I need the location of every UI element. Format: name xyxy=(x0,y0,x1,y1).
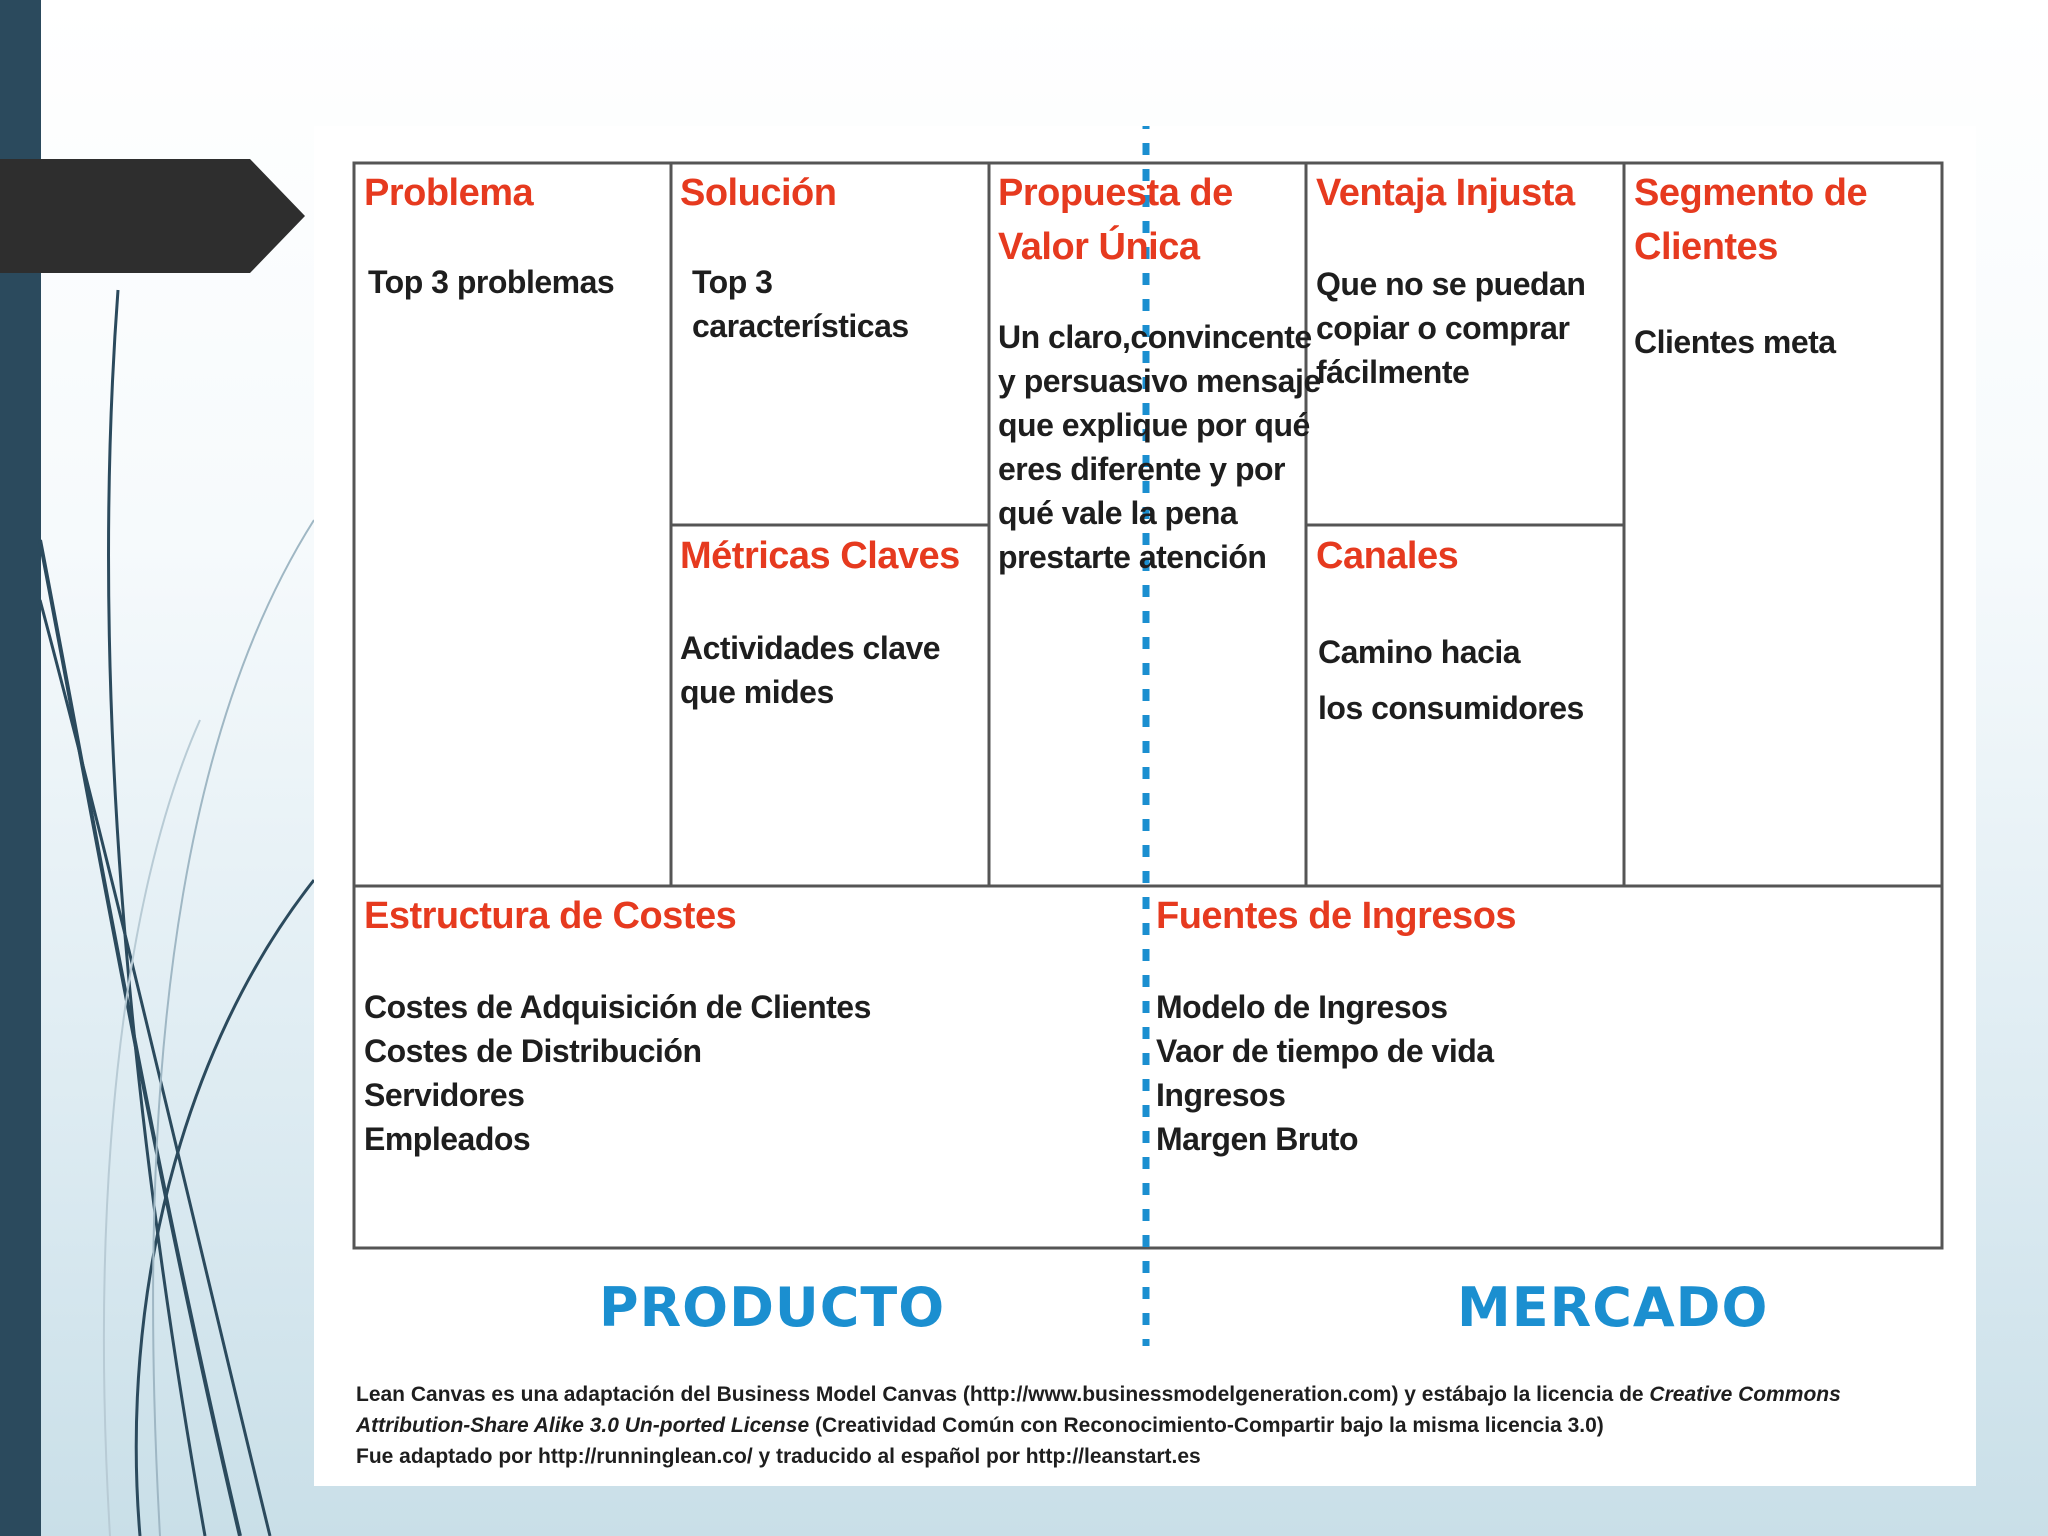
problem-body: Top 3 problemas xyxy=(368,264,615,300)
channels-body: Camino hacia los consumidores xyxy=(1318,634,1584,726)
solution-body: Top 3 características xyxy=(692,264,909,344)
cost-structure-body: Costes de Adquisición de Clientes Costes de Distribución Servidores Empleados xyxy=(364,989,871,1157)
customer-segments-title: Segmento de Clientes xyxy=(1634,172,1868,268)
channels-title: Canales xyxy=(1316,535,1459,577)
footnote-text: Lean Canvas es una adaptación del Business Model Canvas (http://www.businessmodelgeneration.com) y estábajo la licencia de xyxy=(356,1383,1650,1406)
product-label: PRODUCTO xyxy=(599,1276,946,1339)
license-footnote xyxy=(356,1379,1946,1472)
revenue-streams-title: Fuentes de Ingresos xyxy=(1156,895,1517,937)
key-metrics-title: Métricas Claves xyxy=(680,535,960,577)
unfair-advantage-title: Ventaja Injusta xyxy=(1316,172,1575,214)
problem-title: Problema xyxy=(364,172,534,214)
market-label: MERCADO xyxy=(1457,1276,1769,1339)
unfair-advantage-body: Que no se puedan copiar o comprar fácilmente xyxy=(1316,266,1586,390)
footnote-license-name: Creative Commons xyxy=(1649,1383,1841,1406)
footnote-license-full: Attribution-Share Alike 3.0 Un-ported License xyxy=(356,1414,810,1437)
value-proposition-body: Un claro,convincente y persuasivo mensaje que explique por qué eres diferente y por qué vale la pena prestarte atención xyxy=(998,319,1321,575)
arrow-shape xyxy=(0,159,310,273)
lean-canvas-diagram xyxy=(314,126,1976,1486)
footnote-line-2 xyxy=(356,1410,1946,1441)
cost-structure-title: Estructura de Costes xyxy=(364,895,737,937)
footnote-line-3: Fue adaptado por http://runninglean.co/ y traducido al español por http://leanstart.es xyxy=(356,1445,1201,1468)
solution-title: Solución xyxy=(680,172,837,214)
footnote-line-1 xyxy=(356,1379,1946,1410)
customer-segments-body: Clientes meta xyxy=(1634,324,1836,360)
key-metrics-body: Actividades clave que mides xyxy=(680,630,941,710)
value-proposition-title: Propuesta de Valor Única xyxy=(998,172,1233,268)
revenue-streams-body: Modelo de Ingresos Vaor de tiempo de vida Ingresos Margen Bruto xyxy=(1156,989,1494,1157)
footnote-translation: (Creatividad Común con Reconocimiento-Compartir bajo la misma licencia 3.0) xyxy=(809,1414,1604,1437)
